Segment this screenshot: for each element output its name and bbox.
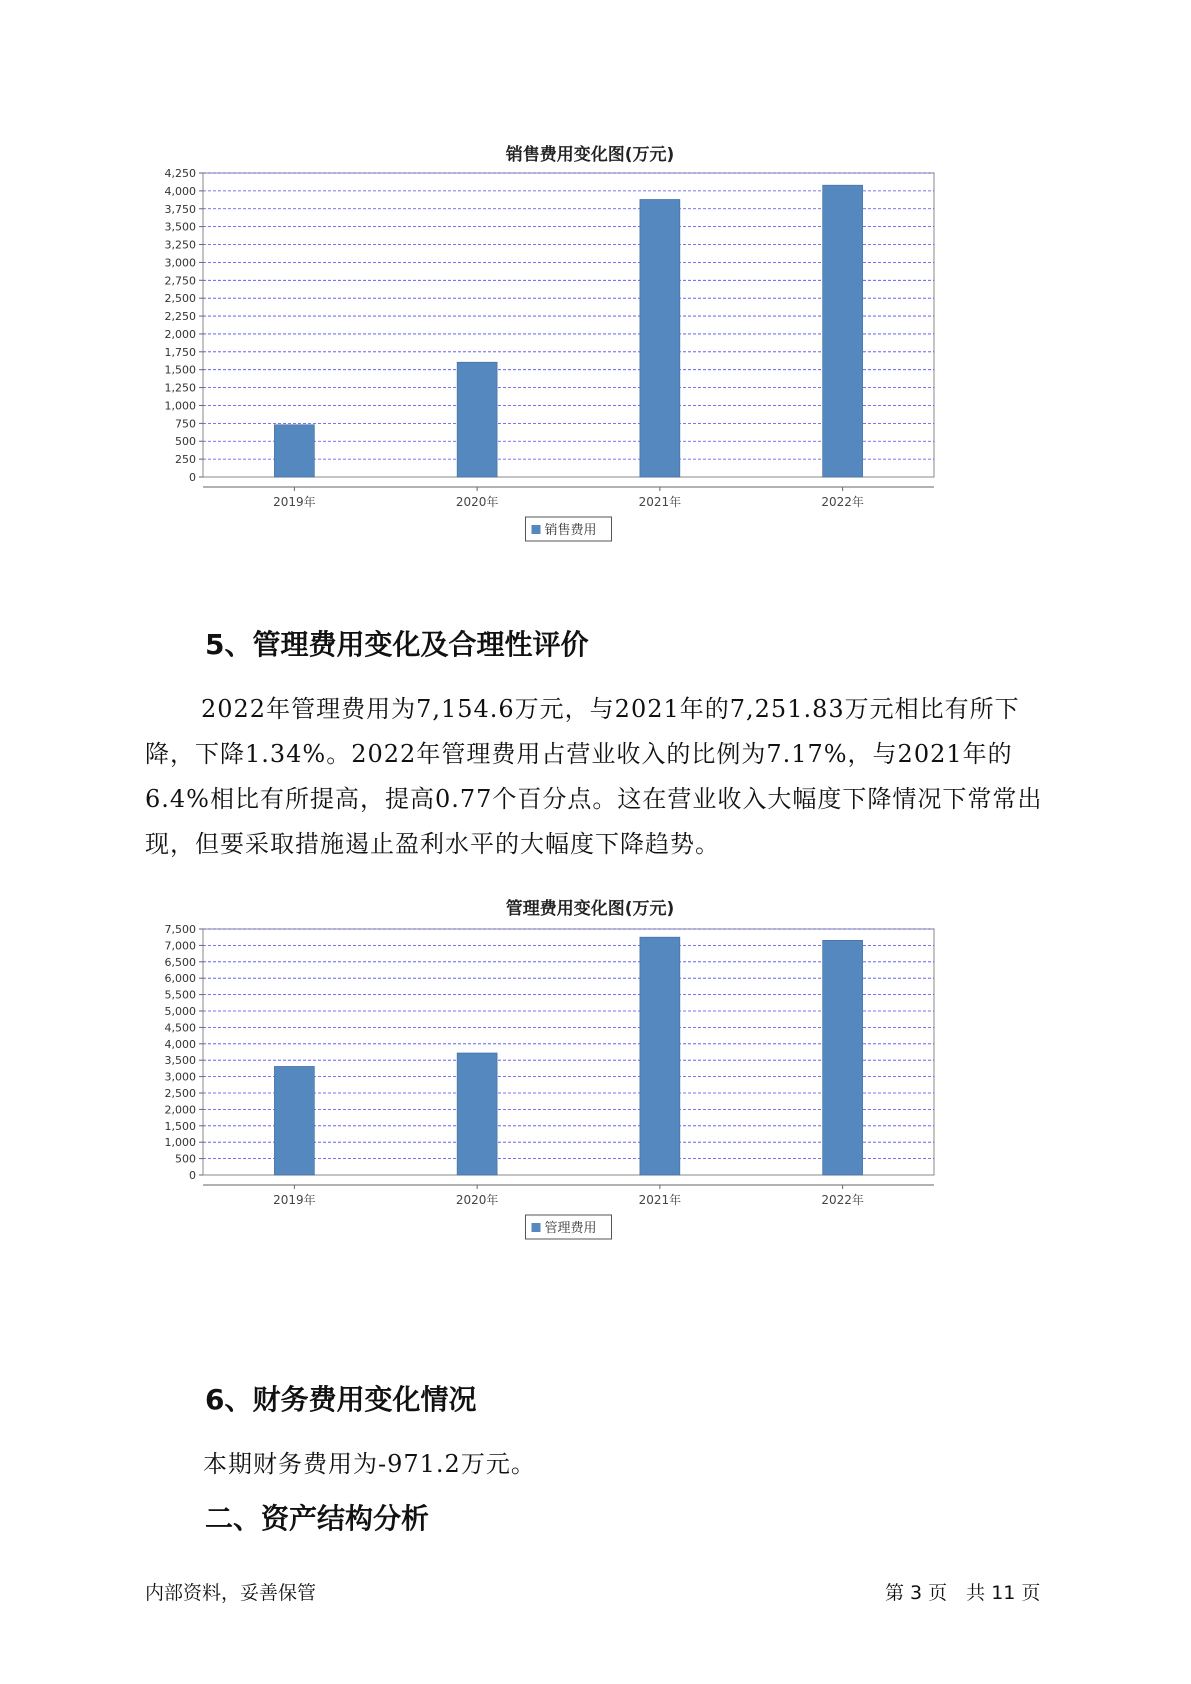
y-tick-label: 3,000 [164, 256, 196, 270]
y-tick-label: 250 [175, 453, 196, 467]
y-tick-label: 3,750 [164, 202, 196, 216]
x-tick-label: 2019年 [273, 1193, 316, 1207]
admin-expense-chart-svg [150, 894, 1030, 1314]
y-tick-label: 1,500 [164, 363, 196, 377]
y-tick-label: 2,000 [164, 327, 196, 341]
y-tick-label: 500 [175, 1152, 196, 1166]
x-tick-label: 2022年 [821, 1193, 864, 1207]
bar-2021年 [640, 199, 680, 477]
y-tick-label: 0 [189, 471, 196, 484]
chart-title: 销售费用变化图(万元) [505, 145, 675, 165]
section-6-paragraph: 本期财务费用为-971.2万元。 [203, 1450, 536, 1478]
x-tick-label: 2019年 [273, 495, 316, 509]
x-tick-label: 2021年 [638, 495, 682, 509]
y-tick-label: 500 [175, 435, 196, 449]
admin-expense-chart [150, 894, 1030, 1314]
x-tick-label: 2020年 [455, 1193, 499, 1207]
bar-2019年 [274, 1066, 314, 1175]
bar-2019年 [274, 425, 314, 477]
y-tick-label: 6,500 [164, 955, 196, 969]
y-tick-label: 750 [175, 417, 196, 431]
x-tick-label: 2021年 [638, 1193, 682, 1207]
bar-2020年 [457, 362, 497, 477]
section-5-heading: 5、管理费用变化及合理性评价 [205, 628, 589, 661]
legend-swatch [532, 525, 541, 534]
y-tick-label: 1,000 [164, 399, 196, 413]
y-tick-label: 4,500 [164, 1021, 196, 1035]
y-tick-label: 5,500 [164, 988, 196, 1002]
y-tick-label: 2,000 [164, 1103, 196, 1117]
y-tick-label: 1,250 [164, 381, 196, 395]
bar-2022年 [823, 185, 863, 477]
y-tick-label: 2,750 [164, 274, 196, 288]
footer-page-number: 第 3 页 共 11 页 [885, 1582, 1041, 1604]
y-tick-label: 1,000 [164, 1136, 196, 1150]
y-tick-label: 3,500 [164, 220, 196, 234]
y-tick-label: 4,250 [164, 167, 196, 180]
y-tick-label: 5,000 [164, 1005, 196, 1018]
sales-expense-chart-svg [150, 140, 1030, 560]
y-tick-label: 1,500 [164, 1119, 196, 1133]
x-tick-label: 2020年 [455, 495, 499, 509]
y-tick-label: 7,000 [164, 939, 196, 953]
legend-swatch [532, 1223, 541, 1232]
section-5-paragraph: 2022年管理费用为7,154.6万元，与2021年的7,251.83万元相比有所下降，下降1.34%。2022年管理费用占营业收入的比例为7.17%，与2021年的6.4%相比有所提高，提高0.77个百分点。这在营业收入大幅度下降情况下常常出现，但要采取措施遏止盈利水平的大幅度下降趋势。 [145, 695, 1043, 858]
y-tick-label: 6,000 [164, 972, 196, 986]
footer-confidential-note: 内部资料，妥善保管 [145, 1582, 317, 1604]
sales-expense-chart [150, 140, 1030, 560]
y-tick-label: 4,000 [164, 1037, 196, 1051]
y-tick-label: 2,500 [164, 292, 196, 306]
y-tick-label: 3,250 [164, 238, 196, 252]
legend-label: 销售费用 [544, 523, 597, 538]
legend-label: 管理费用 [544, 1221, 597, 1236]
y-tick-label: 3,000 [164, 1070, 196, 1084]
y-tick-label: 7,500 [164, 923, 196, 936]
y-tick-label: 0 [189, 1169, 196, 1182]
bar-2022年 [823, 940, 863, 1175]
y-tick-label: 4,000 [164, 184, 196, 198]
y-tick-label: 1,750 [164, 345, 196, 359]
bar-2021年 [640, 937, 680, 1175]
x-tick-label: 2022年 [821, 495, 864, 509]
bar-2020年 [457, 1053, 497, 1175]
y-tick-label: 2,250 [164, 310, 196, 324]
section-two-heading: 二、资产结构分析 [205, 1502, 430, 1535]
y-tick-label: 2,500 [164, 1087, 196, 1100]
section-6-heading: 6、财务费用变化情况 [205, 1383, 477, 1416]
y-tick-label: 3,500 [164, 1054, 196, 1068]
chart-title: 管理费用变化图(万元) [505, 899, 675, 919]
